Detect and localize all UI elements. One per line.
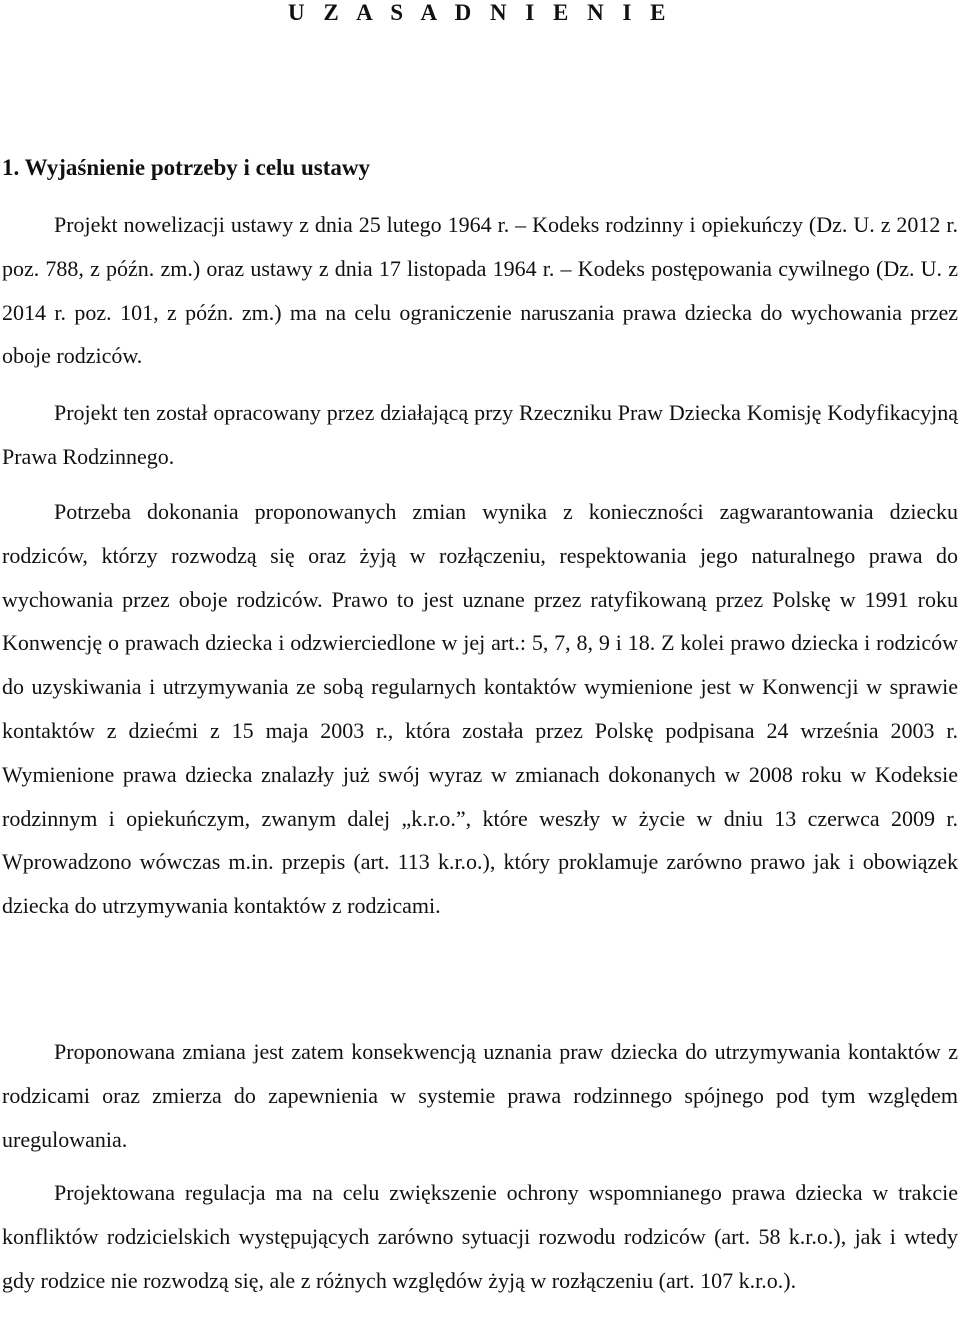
paragraph-4: Proponowana zmiana jest zatem konsekwencją uznania praw dziecka do utrzymywania kontaktów z rodzicami oraz zmierza do zapewnienia w systemie prawa rodzinnego spójnego pod tym względem uregulowania. — [2, 1039, 958, 1152]
paragraph-5: Projektowana regulacja ma na celu zwiększenie ochrony wspomnianego prawa dziecka w trakcie konfliktów rodzicielskich występujących zarówno sytuacji rozwodu rodziców (art. 58 k.r.o.), jak i wtedy gdy rodzice nie rozwodzą się, ale z różnych względów żyją w rozłączeniu (art. 107 k.r.o.). — [2, 1180, 958, 1293]
section-heading: 1. Wyjaśnienie potrzeby i celu ustawy — [2, 155, 370, 180]
paragraph-3: Potrzeba dokonania proponowanych zmian wynika z konieczności zagwarantowania dziecku rodziców, którzy rozwodzą się oraz żyją w rozłączeniu, respektowania jego naturalnego prawa do wychowania przez oboje rodziców. Prawo to jest uznane przez ratyfikowaną przez Polskę w 1991 roku Konwencję o prawach dziecka i odzwierciedlone w jej art.: 5, 7, 8, 9 i 18. Z kolei prawo dziecka i rodziców do uzyskiwania i utrzymywania ze sobą regularnych kontaktów wymienione jest w Konwencji w sprawie kontaktów z dziećmi z 15 maja 2003 r., która została przez Polskę podpisana 24 września 2003 r. Wymienione prawa dziecka znalazły już swój wyraz w zmianach dokonanych w 2008 roku w Kodeksie rodzinnym i opiekuńczym, zwanym dalej „k.r.o.”, które weszły w życie w dniu 13 czerwca 2009 r. Wprowadzono wówczas m.in. przepis (art. 113 k.r.o.), który proklamuje zarówno prawo jak i obowiązek dziecka do utrzymywania kontaktów z rodzicami. — [2, 499, 958, 919]
paragraph-1: Projekt nowelizacji ustawy z dnia 25 lutego 1964 r. – Kodeks rodzinny i opiekuńczy (Dz. U. z 2012 r. poz. 788, z późn. zm.) oraz ustawy z dnia 17 listopada 1964 r. – Kodeks postępowania cywilnego (Dz. U. z 2014 r. poz. 101, z późn. zm.) ma na celu ograniczenie naruszania prawa dziecka do wychowania przez oboje rodziców. — [2, 212, 958, 369]
paragraph-2: Projekt ten został opracowany przez działającą przy Rzeczniku Praw Dziecka Komisję Kodyfikacyjną Prawa Rodzinnego. — [2, 400, 958, 469]
document-title: U Z A S A D N I E N I E — [287, 0, 673, 25]
